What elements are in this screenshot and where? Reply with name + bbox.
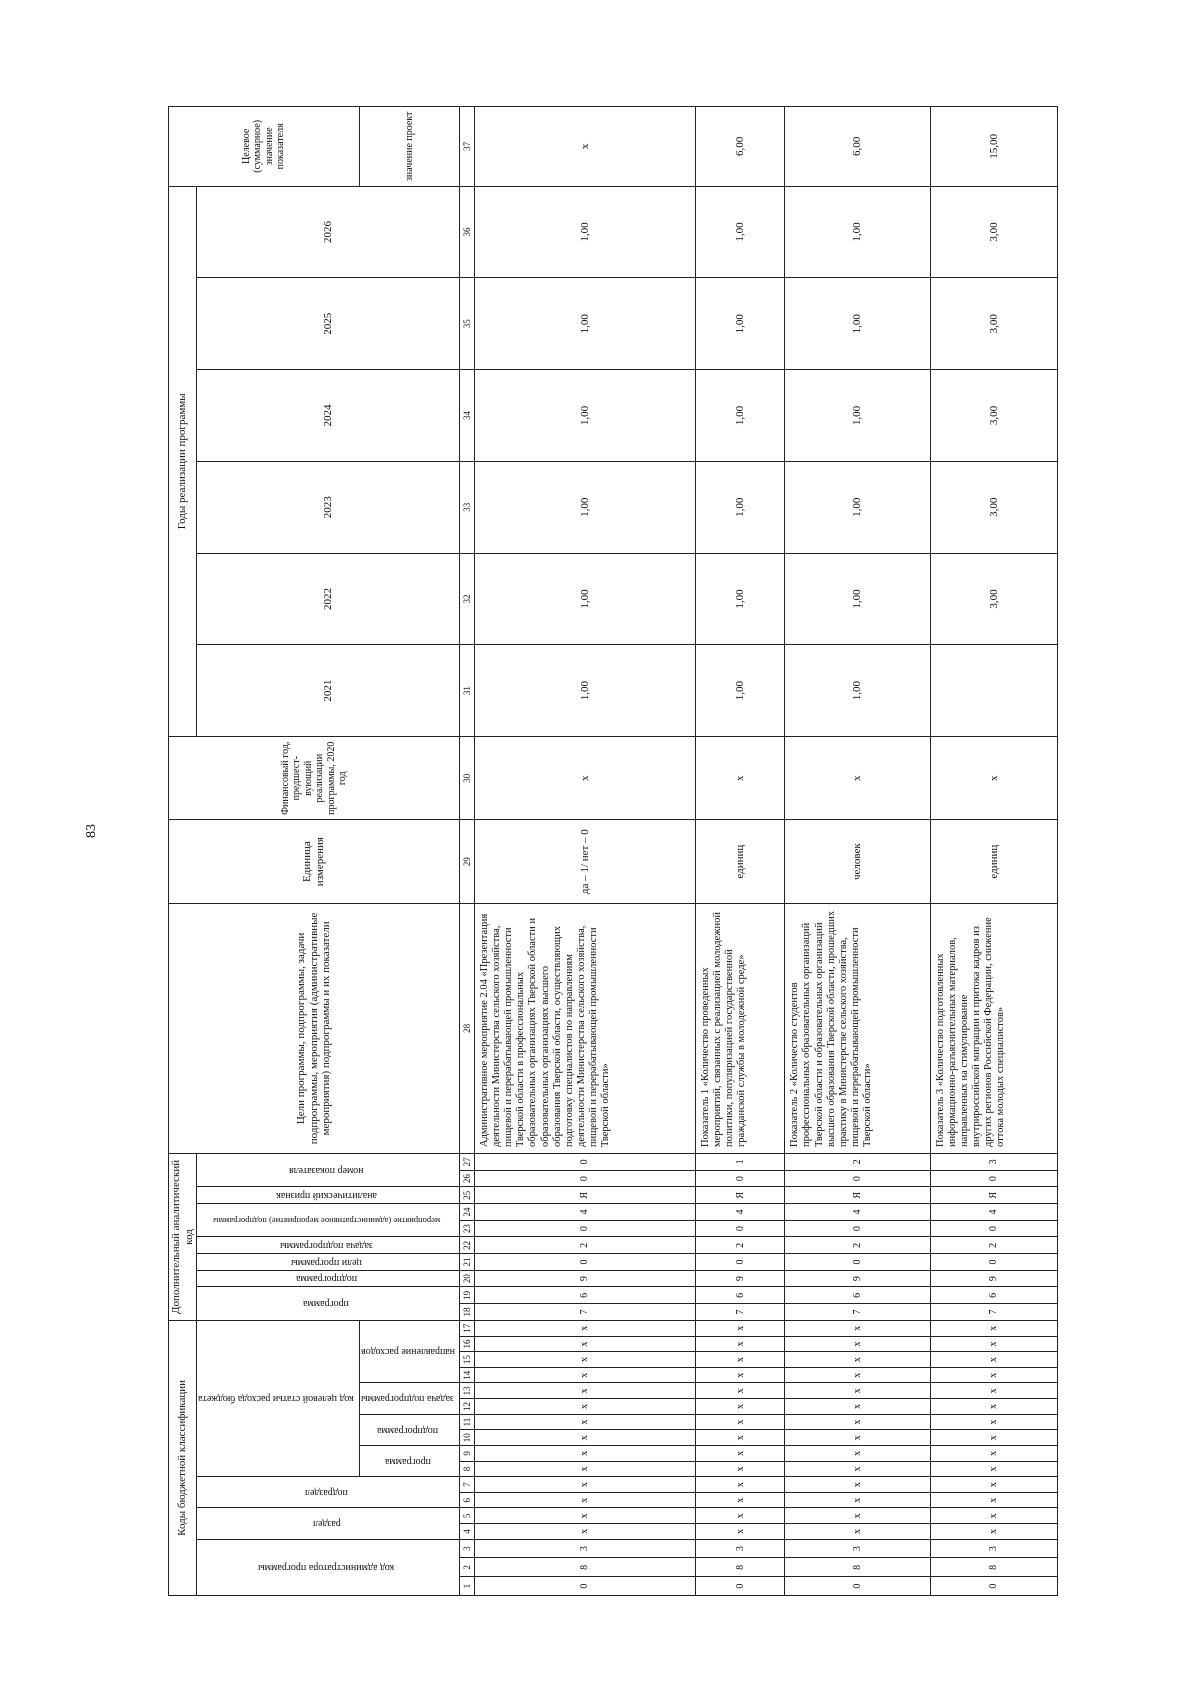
year-value-cell bbox=[931, 645, 1058, 737]
a-program-header bbox=[197, 1287, 460, 1320]
budget-codes-header: Коды бюджетной классификации bbox=[169, 1320, 197, 1595]
table-row bbox=[475, 107, 696, 1596]
code-cell: 9 bbox=[696, 1270, 785, 1287]
prev-year-cell: х bbox=[696, 737, 785, 820]
year-value-cell: 3,00 bbox=[931, 461, 1058, 553]
year-value-cell: 1,00 bbox=[696, 186, 785, 278]
target-value-cell: х bbox=[475, 107, 696, 187]
code-cell: х bbox=[931, 1492, 1058, 1508]
target-value-cell: 6,00 bbox=[696, 107, 785, 187]
column-number: 16 bbox=[460, 1336, 475, 1352]
column-number: 10 bbox=[460, 1430, 475, 1446]
page-number: 83 bbox=[84, 824, 99, 838]
a-indicator-header bbox=[197, 1154, 460, 1187]
a-task-header bbox=[197, 1237, 460, 1254]
a-goal-label: цели программы bbox=[290, 1256, 362, 1268]
prev-year-header: Финансовый год, предшест-вующий реализации программы, 2020 год bbox=[169, 737, 460, 820]
year-value-cell: 1,00 bbox=[696, 278, 785, 370]
column-number: 19 bbox=[460, 1287, 475, 1304]
year-value-cell: 1,00 bbox=[696, 370, 785, 462]
indicator-description: Показатель 2 «Количество студентов профессиональных образовательных организаций Тверской области и образовательных организаций высшего образования Тверской области, прошедших практику в Министерстве сельского хозяйства, пищевой и перерабатывающей промышленности Тверской области» bbox=[785, 903, 931, 1153]
column-number: 15 bbox=[460, 1352, 475, 1368]
code-cell: х bbox=[785, 1383, 931, 1399]
code-cell: 0 bbox=[475, 1220, 696, 1237]
code-cell: х bbox=[696, 1399, 785, 1415]
t-subprogram-header bbox=[359, 1414, 460, 1445]
a-event-label: мероприятие (административное мероприятие) подпрограммы bbox=[212, 1216, 441, 1227]
code-cell: х bbox=[475, 1492, 696, 1508]
t-direction-label: направление расходов bbox=[360, 1346, 455, 1358]
code-cell: 0 bbox=[696, 1577, 785, 1596]
code-cell: 4 bbox=[931, 1204, 1058, 1221]
code-cell: х bbox=[931, 1383, 1058, 1399]
a-indicator-label: номер показателя bbox=[289, 1165, 364, 1176]
code-cell: 3 bbox=[785, 1539, 931, 1558]
column-number: 6 bbox=[460, 1492, 475, 1508]
code-cell: х bbox=[475, 1477, 696, 1493]
code-cell: 9 bbox=[931, 1270, 1058, 1287]
a-program-label: программа bbox=[303, 1298, 350, 1310]
code-cell: 0 bbox=[696, 1254, 785, 1271]
code-cell: 7 bbox=[475, 1304, 696, 1321]
code-cell: 0 bbox=[785, 1254, 931, 1271]
year-value-cell: 1,00 bbox=[475, 186, 696, 278]
code-cell: 0 bbox=[785, 1577, 931, 1596]
code-cell: 2 bbox=[785, 1237, 931, 1254]
year-value-cell: 3,00 bbox=[931, 278, 1058, 370]
code-cell: 6 bbox=[696, 1287, 785, 1304]
code-cell: х bbox=[475, 1336, 696, 1352]
code-cell: х bbox=[931, 1446, 1058, 1462]
column-number: 30 bbox=[460, 737, 475, 820]
code-cell: х bbox=[696, 1430, 785, 1446]
unit-cell: да – 1/ нет – 0 bbox=[475, 820, 696, 903]
code-cell: Я bbox=[696, 1187, 785, 1204]
code-cell: 6 bbox=[475, 1287, 696, 1304]
code-cell: х bbox=[696, 1477, 785, 1493]
year-value-cell: 3,00 bbox=[931, 553, 1058, 645]
column-number: 37 bbox=[460, 107, 475, 187]
code-cell: х bbox=[785, 1430, 931, 1446]
column-number: 11 bbox=[460, 1414, 475, 1430]
code-cell: 4 bbox=[785, 1204, 931, 1221]
year-value-cell: 1,00 bbox=[475, 645, 696, 737]
column-number: 26 bbox=[460, 1170, 475, 1187]
code-cell: х bbox=[696, 1461, 785, 1477]
code-cell: х bbox=[696, 1336, 785, 1352]
code-cell: х bbox=[785, 1320, 931, 1336]
year-value-cell: 1,00 bbox=[475, 553, 696, 645]
analytic-code-header: Дополнительный аналитический код bbox=[169, 1154, 197, 1321]
code-cell: х bbox=[696, 1367, 785, 1383]
code-cell: 0 bbox=[475, 1577, 696, 1596]
code-cell: х bbox=[475, 1461, 696, 1477]
target-value-cell: 6,00 bbox=[785, 107, 931, 187]
unit-cell: единиц bbox=[696, 820, 785, 903]
goals-header: Цели программы, подпрограммы, задачи подпрограммы, мероприятия (административные мероприятия) подпрограммы и их показатели bbox=[169, 903, 460, 1153]
t-subprogram-label: подпрограмма bbox=[377, 1424, 439, 1436]
code-cell: х bbox=[696, 1320, 785, 1336]
code-cell: 2 bbox=[931, 1237, 1058, 1254]
code-cell: х bbox=[785, 1414, 931, 1430]
years-group-header: Годы реализации программы bbox=[169, 186, 197, 736]
unit-header: Единица измерения bbox=[169, 820, 460, 903]
target-code-header bbox=[197, 1320, 359, 1476]
a-event-header bbox=[197, 1204, 460, 1237]
code-cell: х bbox=[931, 1352, 1058, 1368]
year-value-cell: 1,00 bbox=[696, 553, 785, 645]
column-number: 24 bbox=[460, 1204, 475, 1221]
code-cell: х bbox=[785, 1477, 931, 1493]
a-task-label: задача подпрограммы bbox=[279, 1240, 373, 1252]
year-2022-header: 2022 bbox=[197, 553, 460, 645]
column-number: 33 bbox=[460, 461, 475, 553]
code-cell: 2 bbox=[475, 1237, 696, 1254]
year-value-cell: 1,00 bbox=[785, 645, 931, 737]
code-cell: х bbox=[475, 1508, 696, 1524]
code-cell: х bbox=[475, 1367, 696, 1383]
column-number: 25 bbox=[460, 1187, 475, 1204]
t-program-label: программа bbox=[384, 1455, 431, 1467]
year-value-cell: 1,00 bbox=[475, 370, 696, 462]
code-cell: 0 bbox=[785, 1220, 931, 1237]
a-subprogram-header bbox=[197, 1270, 460, 1287]
column-number: 22 bbox=[460, 1237, 475, 1254]
code-cell: 0 bbox=[931, 1220, 1058, 1237]
code-cell: х bbox=[931, 1336, 1058, 1352]
code-cell: 8 bbox=[475, 1558, 696, 1577]
a-sign-label: аналитический признак bbox=[275, 1190, 377, 1202]
unit-cell: единиц bbox=[931, 820, 1058, 903]
code-cell: 3 bbox=[696, 1539, 785, 1558]
code-cell: х bbox=[785, 1508, 931, 1524]
razdel-header bbox=[197, 1508, 460, 1539]
code-cell: х bbox=[696, 1414, 785, 1430]
column-number: 9 bbox=[460, 1446, 475, 1462]
code-cell: 0 bbox=[475, 1254, 696, 1271]
podrazdel-header bbox=[197, 1477, 460, 1508]
target-sub-header: значение проект bbox=[359, 107, 460, 187]
target-value-cell: 15,00 bbox=[931, 107, 1058, 187]
code-cell: 8 bbox=[696, 1558, 785, 1577]
code-cell: х bbox=[931, 1508, 1058, 1524]
a-goal-header bbox=[197, 1254, 460, 1271]
column-number: 4 bbox=[460, 1524, 475, 1540]
code-cell: х bbox=[785, 1367, 931, 1383]
column-number: 12 bbox=[460, 1399, 475, 1415]
podrazdel-label: подраздел bbox=[304, 1487, 348, 1499]
code-cell: 0 bbox=[931, 1254, 1058, 1271]
year-2021-header: 2021 bbox=[197, 645, 460, 737]
prev-year-cell: х bbox=[931, 737, 1058, 820]
year-value-cell: 1,00 bbox=[785, 553, 931, 645]
column-number: 21 bbox=[460, 1254, 475, 1271]
code-cell: 8 bbox=[931, 1558, 1058, 1577]
code-cell: х bbox=[475, 1320, 696, 1336]
column-number: 20 bbox=[460, 1270, 475, 1287]
year-value-cell: 1,00 bbox=[785, 186, 931, 278]
column-number: 27 bbox=[460, 1154, 475, 1171]
column-number: 14 bbox=[460, 1367, 475, 1383]
column-number: 5 bbox=[460, 1508, 475, 1524]
column-number: 17 bbox=[460, 1320, 475, 1336]
code-cell: 6 bbox=[785, 1287, 931, 1304]
t-program-header bbox=[359, 1446, 460, 1477]
code-cell: х bbox=[931, 1477, 1058, 1493]
code-cell: х bbox=[785, 1524, 931, 1540]
table-row bbox=[931, 107, 1058, 1596]
t-task-label: задача подпрограммы bbox=[361, 1393, 455, 1405]
code-cell: 6 bbox=[931, 1287, 1058, 1304]
code-cell: х bbox=[696, 1508, 785, 1524]
indicator-description: Показатель 3 «Количество подготовленных информационно-разъяснительных материалов, направленных на стимулирование внутрироссийской миграции и притока кадров из других регионов Российской Федерации, снижение оттока молодых специалистов» bbox=[931, 903, 1058, 1153]
code-cell: х bbox=[785, 1461, 931, 1477]
code-cell: х bbox=[931, 1414, 1058, 1430]
target-code-label: код целевой статьи расхода бюджета bbox=[198, 1393, 354, 1405]
column-number: 31 bbox=[460, 645, 475, 737]
year-2023-header: 2023 bbox=[197, 461, 460, 553]
code-cell: 1 bbox=[696, 1154, 785, 1171]
code-cell: 9 bbox=[785, 1270, 931, 1287]
code-cell: х bbox=[696, 1383, 785, 1399]
year-value-cell: 1,00 bbox=[475, 461, 696, 553]
column-number: 7 bbox=[460, 1477, 475, 1493]
code-cell: х bbox=[475, 1383, 696, 1399]
code-cell: 0 bbox=[696, 1170, 785, 1187]
code-cell: х bbox=[475, 1352, 696, 1368]
code-cell: х bbox=[696, 1492, 785, 1508]
code-cell: Я bbox=[785, 1187, 931, 1204]
code-cell: Я bbox=[475, 1187, 696, 1204]
code-cell: 8 bbox=[785, 1558, 931, 1577]
code-cell: 0 bbox=[696, 1220, 785, 1237]
year-value-cell: 1,00 bbox=[696, 645, 785, 737]
column-number: 29 bbox=[460, 820, 475, 903]
code-cell: 2 bbox=[696, 1237, 785, 1254]
code-cell: х bbox=[696, 1524, 785, 1540]
code-cell: х bbox=[931, 1461, 1058, 1477]
year-2025-header: 2025 bbox=[197, 278, 460, 370]
code-cell: 0 bbox=[785, 1170, 931, 1187]
code-cell: 9 bbox=[475, 1270, 696, 1287]
column-number: 18 bbox=[460, 1304, 475, 1321]
code-cell: 0 bbox=[931, 1577, 1058, 1596]
year-value-cell: 1,00 bbox=[696, 461, 785, 553]
code-cell: 2 bbox=[785, 1154, 931, 1171]
column-number: 3 bbox=[460, 1539, 475, 1558]
code-cell: х bbox=[475, 1446, 696, 1462]
indicator-description: Административное мероприятие 2.04 «Презентация деятельности Министерства сельского хозяйства, пищевой и перерабатывающей промышленности Тверской области в профессиональных образовательных организациях Тверской области и образовательных организациях высшего образования Тверской области, осуществляющих подготовку специалистов по направлениям деятельности Министерства сельского хозяйства, пищевой и перерабатывающей промышленности Тверской области» bbox=[475, 903, 696, 1153]
year-2024-header: 2024 bbox=[197, 370, 460, 462]
code-cell: х bbox=[931, 1399, 1058, 1415]
code-cell: х bbox=[785, 1336, 931, 1352]
code-cell: х bbox=[475, 1430, 696, 1446]
code-cell: 0 bbox=[475, 1154, 696, 1171]
code-cell: х bbox=[931, 1524, 1058, 1540]
year-value-cell: 1,00 bbox=[785, 461, 931, 553]
code-cell: х bbox=[475, 1414, 696, 1430]
t-task-header bbox=[359, 1383, 460, 1414]
year-value-cell: 1,00 bbox=[785, 278, 931, 370]
year-value-cell: 3,00 bbox=[931, 370, 1058, 462]
razdel-label: раздел bbox=[312, 1518, 341, 1530]
column-number: 1 bbox=[460, 1577, 475, 1596]
code-cell: 7 bbox=[785, 1304, 931, 1321]
code-cell: х bbox=[785, 1492, 931, 1508]
unit-cell: человек bbox=[785, 820, 931, 903]
column-number: 23 bbox=[460, 1220, 475, 1237]
code-cell: х bbox=[785, 1352, 931, 1368]
column-number: 8 bbox=[460, 1461, 475, 1477]
year-value-cell: 3,00 bbox=[931, 186, 1058, 278]
target-header: Целевое (суммарное) значение показателя bbox=[169, 107, 360, 187]
prev-year-cell: х bbox=[785, 737, 931, 820]
t-direction-header bbox=[359, 1320, 460, 1383]
indicator-description: Показатель 1 «Количество проведенных мероприятий, связанных с реализацией молодежной политики, популяризацией государственной гражданской службы в молодежной среде» bbox=[696, 903, 785, 1153]
a-subprogram-label: подпрограмма bbox=[295, 1273, 357, 1285]
code-cell: 3 bbox=[475, 1539, 696, 1558]
code-cell: х bbox=[475, 1399, 696, 1415]
column-number: 32 bbox=[460, 553, 475, 645]
code-cell: 3 bbox=[931, 1539, 1058, 1558]
code-cell: 3 bbox=[931, 1154, 1058, 1171]
column-number: 35 bbox=[460, 278, 475, 370]
code-cell: х bbox=[785, 1399, 931, 1415]
code-cell: х bbox=[696, 1446, 785, 1462]
column-number: 36 bbox=[460, 186, 475, 278]
table-row bbox=[785, 107, 931, 1596]
year-value-cell: 1,00 bbox=[785, 370, 931, 462]
code-cell: 4 bbox=[475, 1204, 696, 1221]
code-cell: 7 bbox=[696, 1304, 785, 1321]
code-cell: х bbox=[931, 1430, 1058, 1446]
code-cell: х bbox=[931, 1320, 1058, 1336]
column-number: 2 bbox=[460, 1558, 475, 1577]
column-number: 13 bbox=[460, 1383, 475, 1399]
code-cell: Я bbox=[931, 1187, 1058, 1204]
prev-year-cell: х bbox=[475, 737, 696, 820]
code-cell: 0 bbox=[475, 1170, 696, 1187]
program-indicators-table bbox=[168, 106, 1058, 1596]
code-cell: х bbox=[696, 1352, 785, 1368]
a-sign-header bbox=[197, 1187, 460, 1204]
year-2026-header: 2026 bbox=[197, 186, 460, 278]
code-cell: х bbox=[475, 1524, 696, 1540]
admin-code-header bbox=[197, 1539, 460, 1595]
rotated-table-container bbox=[168, 106, 1058, 1596]
year-value-cell: 1,00 bbox=[475, 278, 696, 370]
code-cell: х bbox=[785, 1446, 931, 1462]
table-body bbox=[475, 107, 1058, 1596]
column-number: 34 bbox=[460, 370, 475, 462]
code-cell: 4 bbox=[696, 1204, 785, 1221]
admin-code-label: код администратора программы bbox=[258, 1562, 395, 1574]
column-number: 28 bbox=[460, 903, 475, 1153]
code-cell: 7 bbox=[931, 1304, 1058, 1321]
column-numbers-row bbox=[460, 107, 475, 1596]
code-cell: х bbox=[931, 1367, 1058, 1383]
code-cell: 0 bbox=[931, 1170, 1058, 1187]
table-row bbox=[696, 107, 785, 1596]
